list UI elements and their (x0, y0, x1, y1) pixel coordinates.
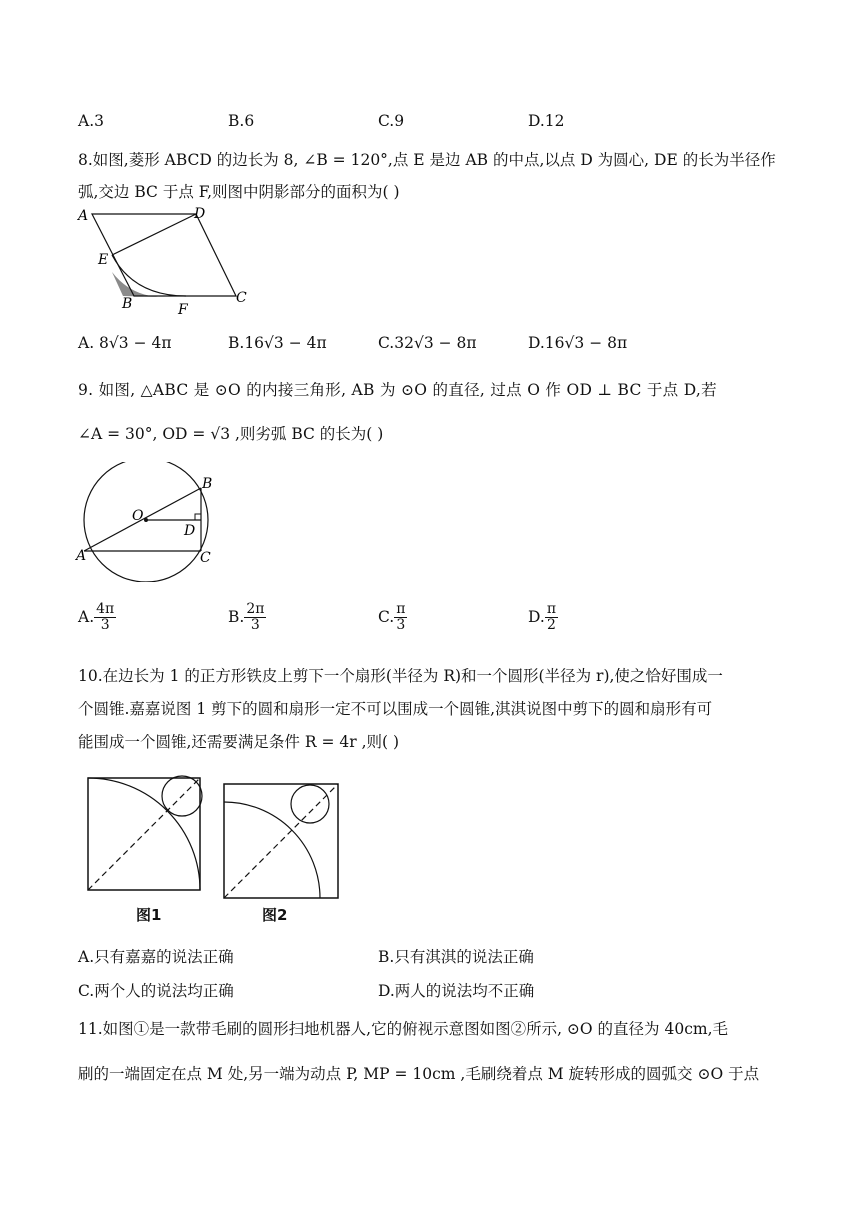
q10-option-a: A.只有嘉嘉的说法正确 (78, 948, 234, 966)
q10-stem-line2: 个圆锥.嘉嘉说图 1 剪下的圆和扇形一定不可以围成一个圆锥,淇淇说图中剪下的圆和扇形有可 (78, 700, 713, 718)
q8-label-d: D (194, 206, 206, 222)
q8-label-a: A (78, 208, 89, 224)
q8-option-a: A. 8√3 − 4π (78, 334, 172, 352)
q9-label-a: A (76, 548, 87, 564)
q8-option-c: C.32√3 − 8π (378, 334, 477, 352)
q9-stem-line1: 9. 如图, △ABC 是 ⊙O 的内接三角形, AB 为 ⊙O 的直径, 过点 O 作 OD ⊥ BC 于点 D,若 (78, 381, 717, 399)
q9-option-a: A. $\frac{4\pi}{3}$ (78, 601, 115, 634)
q9-center-dot (144, 518, 148, 522)
q8-stem-line1: 8.如图,菱形 ABCD 的边长为 8, ∠B = 120°,点 E 是边 AB 的中点,以点 D 为圆心, DE 的长为半径作 (78, 151, 776, 169)
q9-label-c: C (200, 550, 211, 566)
q10-figure-2 (220, 780, 344, 900)
q10-stem-line3: 能围成一个圆锥,还需要满足条件 R = 4r ,则( ) (78, 733, 400, 751)
q10-fig2-caption: 图2 (262, 906, 288, 924)
q7-option-c: C.9 (378, 112, 405, 130)
q8-label-f: F (178, 302, 188, 318)
q10-figure-1 (84, 774, 210, 894)
q8-label-c: C (236, 290, 247, 306)
q8-rhombus-figure (74, 200, 264, 320)
q10-fig1-caption: 图1 (136, 906, 162, 924)
q11-stem-line1: 11.如图①是一款带毛刷的圆形扫地机器人,它的俯视示意图如图②所示, ⊙O 的直径为 40cm,毛 (78, 1020, 729, 1038)
q10-option-d: D.两人的说法均不正确 (378, 982, 535, 1000)
q9-option-d: D. $\frac{\pi}{2}$ (528, 601, 557, 634)
q8-segment-de (112, 214, 196, 255)
q9-stem-line2: ∠A = 30°, OD = √3 ,则劣弧 BC 的长为( ) (78, 425, 384, 443)
q7-option-a: A.3 (78, 112, 104, 130)
q11-stem-line2: 刷的一端固定在点 M 处,另一端为动点 P, MP = 10cm ,毛刷绕着点 M 旋转形成的圆弧交 ⊙O 于点 (78, 1065, 760, 1083)
q9-option-b: B. $\frac{2\pi}{3}$ (228, 601, 265, 634)
q9-option-c: C. $\frac{\pi}{3}$ (378, 601, 406, 634)
q8-option-b: B.16√3 − 4π (228, 334, 327, 352)
q9-right-angle-mark (195, 514, 201, 520)
q8-option-d: D.16√3 − 8π (528, 334, 628, 352)
q10-fig2-diagonal (224, 784, 338, 898)
q8-stem-line2: 弧,交边 BC 于点 F,则图中阴影部分的面积为( ) (78, 183, 400, 201)
q9-label-o: O (132, 508, 144, 524)
q9-label-b: B (202, 476, 213, 492)
q10-fig2-small-circle (291, 785, 329, 823)
q7-option-d: D.12 (528, 112, 565, 130)
q10-option-b: B.只有淇淇的说法正确 (378, 948, 534, 966)
q9-label-d: D (184, 523, 196, 539)
q10-fig1-diagonal (88, 778, 200, 890)
q8-rhombus (92, 214, 236, 296)
q9-circle-figure (74, 462, 234, 582)
q10-stem-line1: 10.在边长为 1 的正方形铁皮上剪下一个扇形(半径为 R)和一个圆形(半径为 r),使之恰好围成一 (78, 667, 723, 685)
q10-option-c: C.两个人的说法均正确 (78, 982, 234, 1000)
q7-option-b: B.6 (228, 112, 255, 130)
q8-label-e: E (98, 252, 109, 268)
q8-label-b: B (122, 296, 133, 312)
